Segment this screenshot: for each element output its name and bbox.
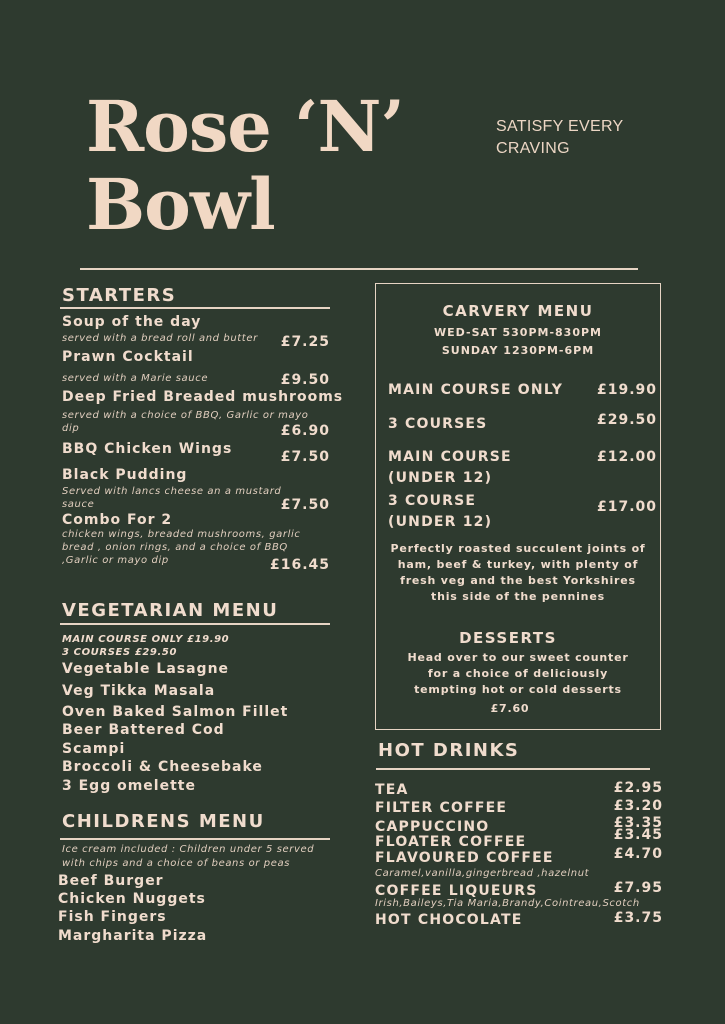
drink-name: FLOATER COFFEE — [375, 834, 527, 850]
desserts-desc: Head over to our sweet counter — [407, 651, 629, 664]
tagline-line-1: SATISFY EVERY — [496, 118, 624, 135]
carvery-desc: fresh veg and the best Yorkshires — [400, 574, 636, 587]
vegetarian-item: Oven Baked Salmon Fillet — [62, 704, 289, 720]
carvery-item-name: MAIN COURSE — [388, 449, 512, 465]
carvery-item-name: (UNDER 12) — [388, 470, 493, 486]
drink-desc: Irish,Baileys,Tia Maria,Brandy,Cointreau,Scotch — [375, 898, 640, 909]
starter-name: Soup of the day — [62, 314, 202, 330]
title-line-1: Rose ‘N’ — [86, 85, 404, 168]
desserts-title: DESSERTS — [459, 629, 557, 647]
vegetarian-item: Scampi — [62, 741, 126, 757]
vegetarian-item: Beer Battered Cod — [62, 722, 225, 738]
starter-price: £7.25 — [280, 334, 330, 350]
drink-price: £2.95 — [613, 780, 663, 796]
starter-price: £7.50 — [280, 449, 330, 465]
drink-price: £3.45 — [613, 827, 663, 843]
starters-divider — [60, 307, 330, 309]
starter-desc: served with a choice of BBQ, Garlic or mayo — [62, 410, 309, 421]
drink-name: CAPPUCCINO — [375, 819, 490, 835]
starter-desc: dip — [62, 423, 80, 434]
desserts-desc: tempting hot or cold desserts — [414, 683, 622, 696]
childrens-note: Ice cream included : Children under 5 served — [62, 844, 315, 855]
carvery-desc: this side of the pennines — [431, 590, 605, 603]
hot-drinks-divider — [376, 768, 650, 770]
vegetarian-item: 3 Egg omelette — [62, 778, 196, 794]
childrens-item: Chicken Nuggets — [58, 891, 206, 907]
drink-price: £7.95 — [613, 880, 663, 896]
childrens-note: with chips and a choice of beans or peas — [62, 858, 291, 869]
childrens-item: Beef Burger — [58, 873, 164, 889]
carvery-item-price: £12.00 — [596, 449, 657, 465]
drink-name: FLAVOURED COFFEE — [375, 850, 554, 866]
drink-name: TEA — [375, 782, 409, 798]
carvery-item-name: 3 COURSES — [388, 416, 488, 432]
starter-desc: chicken wings, breaded mushrooms, garlic — [62, 529, 301, 540]
carvery-item-name: 3 COURSE — [388, 493, 477, 509]
starter-price: £16.45 — [269, 557, 330, 573]
childrens-item: Margharita Pizza — [58, 928, 208, 944]
hot-drinks-title: HOT DRINKS — [378, 740, 520, 761]
starter-desc: bread , onion rings, and a choice of BBQ — [62, 542, 288, 553]
childrens-divider — [60, 838, 330, 840]
drink-name: COFFEE LIQUEURS — [375, 883, 538, 899]
vegetarian-note: 3 COURSES £29.50 — [62, 647, 178, 658]
carvery-item-name: (UNDER 12) — [388, 514, 493, 530]
childrens-item: Fish Fingers — [58, 909, 167, 925]
starter-desc: ,Garlic or mayo dip — [62, 555, 169, 566]
childrens-title: CHILDRENS MENU — [62, 811, 265, 832]
drink-desc: Caramel,vanilla,gingerbread ,hazelnut — [375, 868, 590, 879]
starter-desc: served with a bread roll and butter — [62, 333, 258, 344]
carvery-title: CARVERY MENU — [442, 302, 594, 320]
restaurant-title — [86, 85, 446, 246]
starter-price: £9.50 — [280, 372, 330, 388]
vegetarian-title: VEGETARIAN MENU — [62, 600, 279, 621]
carvery-item-price: £19.90 — [596, 382, 657, 398]
starter-desc: served with a Marie sauce — [62, 373, 209, 384]
desserts-price: £7.60 — [490, 702, 530, 715]
carvery-hours: WED-SAT 530PM-830PM — [434, 326, 602, 339]
tagline — [496, 116, 646, 160]
drink-price: £3.20 — [613, 798, 663, 814]
vegetarian-note: MAIN COURSE ONLY £19.90 — [62, 634, 230, 645]
carvery-desc: Perfectly roasted succulent joints of — [390, 542, 646, 555]
drink-price: £4.70 — [613, 846, 663, 862]
starter-price: £6.90 — [280, 423, 330, 439]
title-line-2: Bowl — [86, 163, 275, 246]
vegetarian-item: Vegetable Lasagne — [62, 661, 230, 677]
carvery-item-name: MAIN COURSE ONLY — [388, 382, 564, 398]
carvery-desc: ham, beef & turkey, with plenty of — [397, 558, 639, 571]
header-divider — [80, 268, 638, 270]
drink-name: HOT CHOCOLATE — [375, 912, 523, 928]
carvery-item-price: £29.50 — [596, 412, 657, 428]
carvery-hours: SUNDAY 1230PM-6PM — [441, 344, 595, 357]
starter-name: Combo For 2 — [62, 512, 173, 528]
starters-title: STARTERS — [62, 285, 177, 306]
starter-name: Black Pudding — [62, 467, 188, 483]
vegetarian-item: Veg Tikka Masala — [62, 683, 216, 699]
starter-name: Deep Fried Breaded mushrooms — [62, 389, 344, 405]
tagline-line-2: CRAVING — [496, 140, 570, 157]
drink-price: £3.75 — [613, 910, 663, 926]
vegetarian-divider — [60, 623, 330, 625]
drink-name: FILTER COFFEE — [375, 800, 508, 816]
vegetarian-item: Broccoli & Cheesebake — [62, 759, 263, 775]
starter-name: BBQ Chicken Wings — [62, 441, 233, 457]
carvery-item-price: £17.00 — [596, 499, 657, 515]
starter-name: Prawn Cocktail — [62, 349, 194, 365]
desserts-desc: for a choice of deliciously — [427, 667, 609, 680]
drink-price: £3.35 — [613, 815, 663, 831]
starter-price: £7.50 — [280, 497, 330, 513]
starter-desc: Served with lancs cheese an a mustard — [62, 486, 282, 497]
starter-desc: sauce — [62, 499, 95, 510]
